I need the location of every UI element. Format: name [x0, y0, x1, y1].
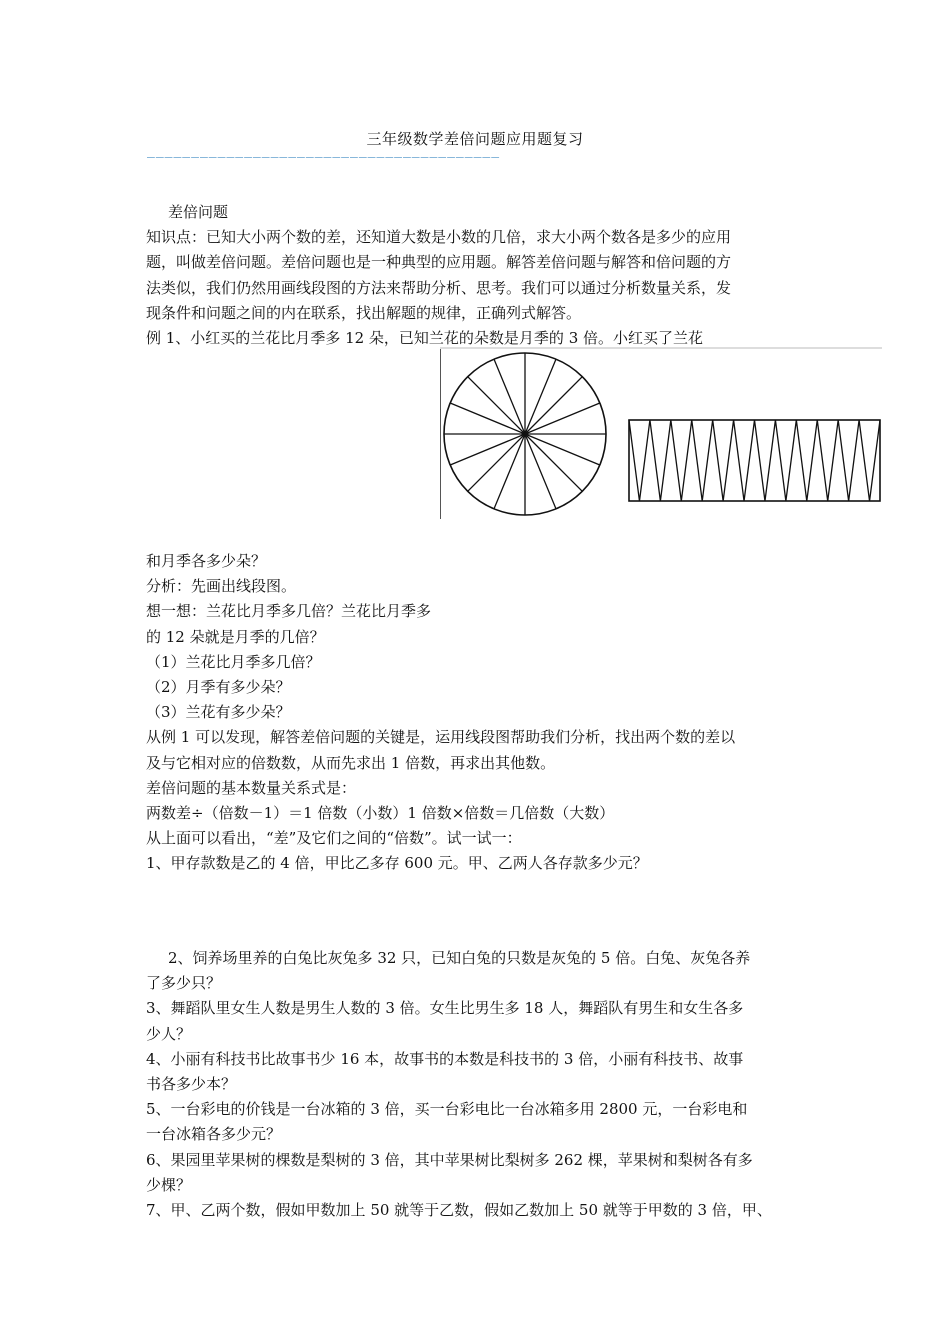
text-line: 的 12 朵就是月季的几倍？ — [146, 627, 325, 646]
text-line: 想一想：兰花比月季多几倍？兰花比月季多 — [146, 602, 432, 621]
wheel-spoke — [525, 434, 582, 491]
title-divider: ———————————————————————————————————————— — [147, 150, 501, 165]
exercises-block — [146, 946, 811, 1223]
document-title: 三年级数学差倍问题应用题复习 — [366, 130, 584, 148]
text-line: 差倍问题的基本数量关系式是： — [146, 778, 357, 797]
text-line: （2）月季有多少朵？ — [146, 678, 291, 697]
text-line: 和月季各多少朵？ — [146, 552, 267, 570]
exercise-2: 2、饲养场里养的白兔比灰兔多 32 只，已知白兔的只数是灰兔的 5 倍。白兔、灰兔各养 — [168, 949, 751, 967]
knowledge-line: 知识点：已知大小两个数的差，还知道大数是小数的几倍，求大小两个数各是多少的应用 — [146, 228, 732, 247]
spoked-wheel — [444, 353, 606, 515]
line-segment-figure — [440, 347, 882, 519]
exercise-3: 3、舞蹈队里女生人数是男生人数的 3 倍。女生比男生多 18 人，舞蹈队有男生和女生各多 — [146, 999, 744, 1018]
text-line: 从例 1 可以发现，解答差倍问题的关键是，运用线段图帮助我们分析，找出两个数的差以 — [146, 728, 736, 747]
example-1-text: 例 1、小红买的兰花比月季多 12 朵，已知兰花的朵数是月季的 3 倍。小红买了兰花 — [146, 329, 704, 348]
text-line: （3）兰花有多少朵？ — [146, 703, 291, 722]
exercise-7: 7、甲、乙两个数，假如甲数加上 50 就等于乙数，假如乙数加上 50 就等于甲数的 3 倍，甲、 — [146, 1201, 772, 1220]
exercise-6-cont: 少棵？ — [146, 1175, 192, 1194]
exercise-6: 6、果园里苹果树的棵数是梨树的 3 倍，其中苹果树比梨树多 262 棵，苹果树和梨树各有多 — [146, 1150, 753, 1169]
text-line: 从上面可以看出，“差”及它们之间的“倍数”。试一试一： — [146, 829, 522, 848]
wheel-spoke — [468, 434, 525, 491]
section-heading: 差倍问题 — [168, 203, 229, 221]
knowledge-line: 题，叫做差倍问题。差倍问题也是一种典型的应用题。解答差倍问题与解答和倍问题的方 — [146, 253, 732, 272]
zigzag-band — [629, 420, 880, 501]
band-frame — [629, 420, 880, 501]
formula-line: 两数差÷（倍数－1）＝1 倍数（小数）1 倍数×倍数＝几倍数（大数） — [146, 804, 615, 823]
wheel-spoke — [468, 377, 525, 434]
zigzag-line — [629, 420, 880, 501]
knowledge-line: 法类似，我们仍然用画线段图的方法来帮助分析、思考。我们可以通过分析数量关系，发 — [146, 278, 732, 297]
exercise-5: 5、一台彩电的价钱是一台冰箱的 3 倍，买一台彩电比一台冰箱多用 2800 元，一台彩电和 — [146, 1100, 748, 1119]
exercise-3-cont: 少人？ — [146, 1024, 192, 1043]
text-line: 分析：先画出线段图。 — [146, 577, 297, 596]
text-line: （1）兰花比月季多几倍？ — [146, 652, 321, 671]
exercise-4-cont: 书各多少本？ — [146, 1075, 237, 1094]
exercise-1: 1、甲存款数是乙的 4 倍，甲比乙多存 600 元。甲、乙两人各存款多少元？ — [146, 854, 648, 873]
exercise-4: 4、小丽有科技书比故事书少 16 本，故事书的本数是科技书的 3 倍，小丽有科技书、故事 — [146, 1049, 744, 1068]
knowledge-line: 现条件和问题之间的内在联系，找出解题的规律，正确列式解答。 — [146, 303, 582, 322]
analysis-block — [146, 549, 811, 877]
text-line: 及与它相对应的倍数数，从而先求出 1 倍数，再求出其他数。 — [146, 753, 556, 772]
intro-block — [146, 200, 811, 351]
figure-svg — [440, 347, 882, 519]
exercise-5-cont: 一台冰箱各多少元？ — [146, 1125, 282, 1144]
exercise-2-cont: 了多少只？ — [146, 974, 222, 993]
wheel-spoke — [525, 377, 582, 434]
